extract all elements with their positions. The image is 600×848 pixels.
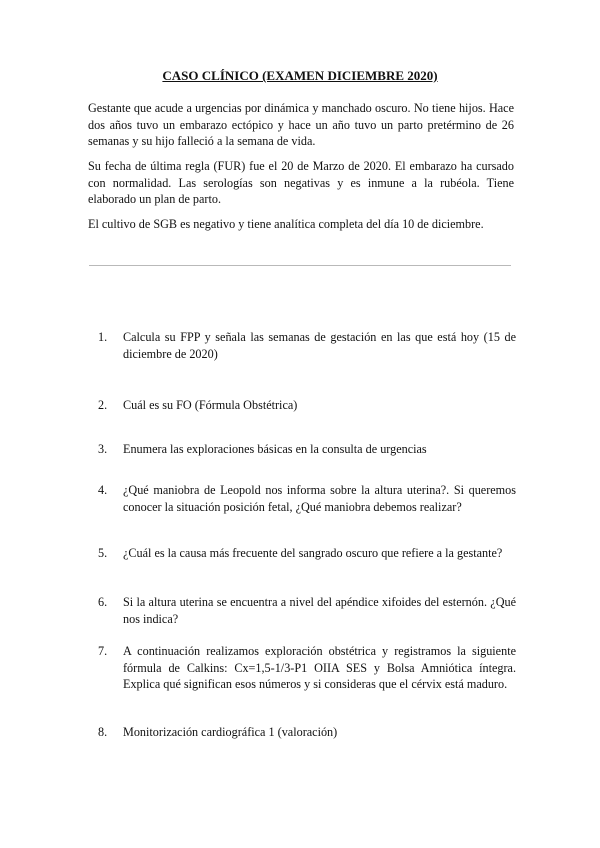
question-text: ¿Cuál es la causa más frecuente del sangrado oscuro que refiere a la gestante? bbox=[123, 546, 503, 560]
question-item bbox=[98, 643, 516, 693]
question-text: A continuación realizamos exploración obstétrica y registramos la siguiente fórmula de Calkins: Cx=1,5-1/3-P1 OIIA SES y Bolsa Amniótica íntegra. Explica qué significan esos números y si consideras que el cérvix está maduro. bbox=[123, 644, 516, 691]
question-item bbox=[98, 441, 516, 458]
question-text: Si la altura uterina se encuentra a nivel del apéndice xifoides del esternón. ¿Qué nos indica? bbox=[123, 595, 516, 626]
question-number: 6. bbox=[98, 595, 108, 609]
question-item bbox=[98, 545, 516, 562]
case-paragraph-history: Gestante que acude a urgencias por dinámica y manchado oscuro. No tiene hijos. Hace dos años tuvo un embarazo ectópico y hace un año tuvo un parto pretérmino de 26 semanas y su hijo falleció a la semana de vida. bbox=[88, 101, 514, 148]
question-number: 1. bbox=[98, 330, 108, 344]
document-title: CASO CLÍNICO (EXAMEN DICIEMBRE 2020) bbox=[162, 68, 438, 83]
question-item bbox=[98, 397, 516, 414]
question-number: 4. bbox=[98, 483, 108, 497]
question-text: Enumera las exploraciones básicas en la consulta de urgencias bbox=[123, 442, 427, 456]
question-item bbox=[98, 724, 516, 741]
question-number: 3. bbox=[98, 442, 108, 456]
question-text: Calcula su FPP y señala las semanas de gestación en las que está hoy (15 de diciembre de 2020) bbox=[123, 330, 516, 361]
case-paragraph-labs: El cultivo de SGB es negativo y tiene analítica completa del día 10 de diciembre. bbox=[88, 217, 484, 231]
question-text: Cuál es su FO (Fórmula Obstétrica) bbox=[123, 398, 298, 412]
question-number: 7. bbox=[98, 644, 108, 658]
section-divider bbox=[89, 265, 511, 266]
question-text: Monitorización cardiográfica 1 (valoración) bbox=[123, 725, 338, 739]
question-item bbox=[98, 594, 516, 627]
question-text: ¿Qué maniobra de Leopold nos informa sobre la altura uterina?. Si queremos conocer la situación posición fetal, ¿Qué maniobra debemos realizar? bbox=[123, 483, 516, 514]
case-paragraph-pregnancy: Su fecha de última regla (FUR) fue el 20 de Marzo de 2020. El embarazo ha cursado con normalidad. Las serologías son negativas y es inmune a la rubéola. Tiene elaborado un plan de parto. bbox=[88, 159, 514, 206]
question-number: 2. bbox=[98, 398, 108, 412]
question-number: 8. bbox=[98, 725, 108, 739]
question-item bbox=[98, 482, 516, 515]
question-item bbox=[98, 329, 516, 362]
question-number: 5. bbox=[98, 546, 108, 560]
